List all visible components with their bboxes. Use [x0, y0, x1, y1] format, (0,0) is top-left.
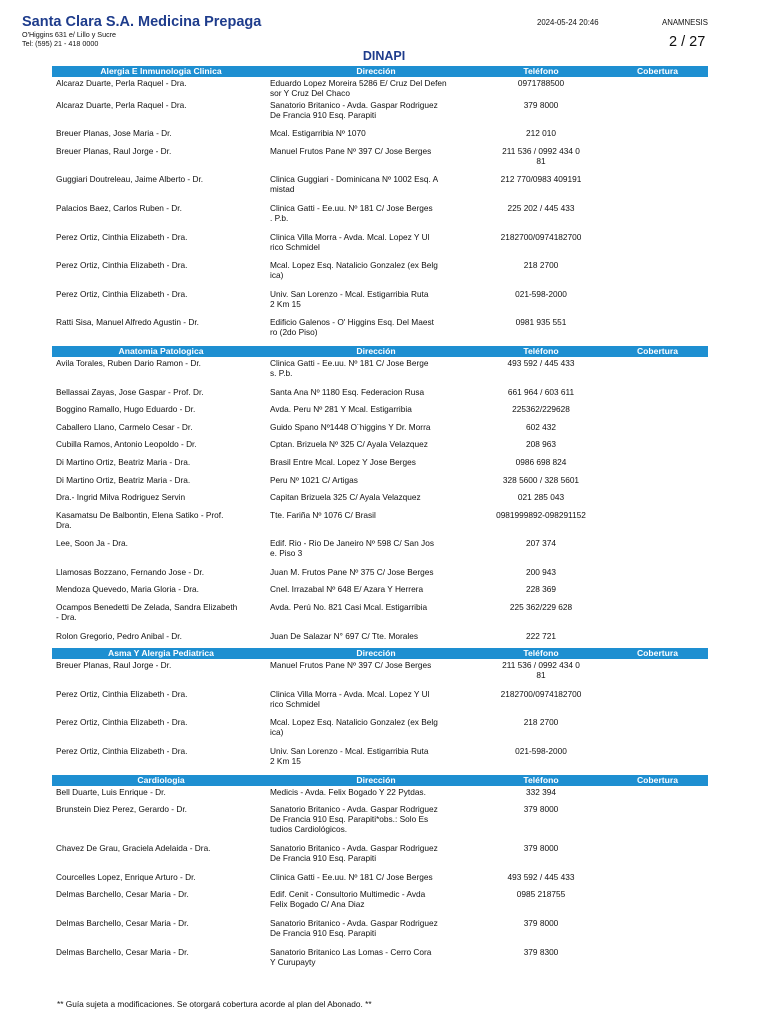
provider-phone: 021 285 043 [517, 492, 565, 503]
table-row [52, 537, 708, 566]
table-row [52, 688, 708, 717]
table-row [52, 716, 708, 745]
column-header-direccion: Dirección [356, 345, 396, 356]
column-header-telefono: Teléfono [523, 66, 559, 76]
column-header-telefono: Teléfono [523, 648, 559, 659]
provider-phone: 379 8300 [523, 946, 559, 957]
provider-phone: 0986 698 824 [515, 456, 567, 467]
provider-phone: 2182700/0974182700 [500, 688, 582, 699]
provider-name: Perez Ortiz, Cinthia Elizabeth - Dra. [56, 717, 188, 728]
column-header-telefono: Teléfono [523, 345, 559, 356]
table-row [52, 659, 708, 688]
provider-name: Kasamatsu De Balbontin, Elena Satiko - Prof. Dra. [56, 509, 224, 530]
column-header-direccion: Dirección [356, 774, 396, 785]
provider-address: Sanatorio Britanico - Avda. Gaspar Rodriguez De Francia 910 Esq. Parapiti [270, 99, 438, 120]
table-row [52, 127, 708, 145]
table-row [52, 421, 708, 439]
provider-phone: 211 536 / 0992 434 0 81 [502, 660, 580, 681]
table-row [52, 316, 708, 345]
provider-address: Edif. Cenit - Consultorio Multimedic - Avda Felix Bogado C/ Ana Diaz [270, 889, 426, 910]
directory-table [52, 66, 708, 974]
column-header-cobertura: Cobertura [636, 648, 679, 659]
provider-phone: 212 770/0983 409191 [500, 174, 582, 185]
provider-address: Brasil Entre Mcal. Lopez Y Jose Berges [270, 456, 416, 467]
provider-name: Guggiari Doutreleau, Jaime Alberto - Dr. [56, 174, 204, 185]
page-number: 2 / 27 [669, 34, 706, 50]
provider-phone: 222 721 [526, 630, 556, 641]
table-row [52, 946, 708, 975]
provider-address: Mcal. Lopez Esq. Natalicio Gonzalez (ex Belg ica) [270, 260, 438, 281]
provider-address: Sanatorio Britanico - Avda. Gaspar Rodriguez De Francia 910 Esq. Parapiti*obs.: Solo Es tudios Cardiológicos. [270, 804, 438, 835]
provider-phone: 208 963 [526, 439, 556, 450]
specialty-name: Cardiologia [137, 774, 185, 785]
provider-name: Delmas Barchello, Cesar Maria - Dr. [56, 946, 189, 957]
provider-name: Di Martino Ortiz, Beatriz Maria - Dra. [56, 474, 191, 485]
provider-address: Univ. San Lorenzo - Mcal. Estigarribia Ruta 2 Km 15 [270, 288, 429, 309]
provider-name: Alcaraz Duarte, Perla Raquel - Dra. [56, 99, 187, 110]
provider-name: Breuer Planas, Raul Jorge - Dr. [56, 660, 172, 671]
provider-phone: 225 362/229 628 [509, 602, 573, 613]
table-row [52, 917, 708, 946]
provider-phone: 379 8000 [523, 804, 559, 815]
provider-address: Juan M. Frutos Pane Nº 375 C/ Jose Berges [270, 566, 434, 577]
provider-address: Clinica Villa Morra - Avda. Mcal. Lopez Y Ul rico Schmidel [270, 231, 430, 252]
provider-address: Mcal. Lopez Esq. Natalicio Gonzalez (ex Belg ica) [270, 717, 438, 738]
table-row [52, 145, 708, 174]
section-header [52, 66, 708, 77]
provider-name: Caballero Llano, Carmelo Cesar - Dr. [56, 421, 193, 432]
provider-address: Manuel Frutos Pane Nº 397 C/ Jose Berges [270, 660, 432, 671]
provider-name: Mendoza Quevedo, Maria Gloria - Dra. [56, 584, 199, 595]
provider-address: Clinica Gatti - Ee.uu. Nº 181 C/ Jose Berge s. P.b. [270, 357, 429, 378]
section-title: DINAPI [362, 49, 406, 63]
provider-name: Di Martino Ortiz, Beatriz Maria - Dra. [56, 456, 191, 467]
table-row [52, 77, 708, 98]
provider-phone: 225362/229628 [512, 404, 570, 415]
footer-note: ** Guía sujeta a modificaciones. Se otorgará cobertura acorde al plan del Abonado. ** [57, 999, 372, 1009]
table-row [52, 786, 708, 804]
table-row [52, 842, 708, 871]
provider-address: Edificio Galenos - O' Higgins Esq. Del Maest ro (2do Piso) [270, 317, 434, 338]
provider-phone: 328 5600 / 328 5601 [502, 474, 580, 485]
provider-name: Brunstein Diez Perez, Gerardo - Dr. [56, 804, 187, 815]
table-row [52, 491, 708, 509]
provider-address: Eduardo Lopez Moreira 5286 E/ Cruz Del Defen sor Y Cruz Del Chaco [270, 78, 447, 98]
provider-phone: 493 592 / 445 433 [507, 357, 575, 368]
provider-phone: 602 432 [526, 421, 556, 432]
table-row [52, 456, 708, 474]
column-header-direccion: Dirección [356, 648, 396, 659]
table-row [52, 583, 708, 601]
table-row [52, 403, 708, 421]
section-header [52, 648, 708, 659]
table-row [52, 745, 708, 774]
address-line: O'Higgins 631 e/ Lillo y Sucre [22, 30, 117, 39]
provider-name: Bellassai Zayas, Jose Gaspar - Prof. Dr. [56, 386, 204, 397]
provider-address: Avda. Peru Nº 281 Y Mcal. Estigarribia [270, 404, 412, 415]
provider-address: Clinica Villa Morra - Avda. Mcal. Lopez Y Ul rico Schmidel [270, 688, 430, 709]
table-row [52, 803, 708, 842]
provider-address: Santa Ana Nº 1180 Esq. Federacion Rusa [270, 386, 425, 397]
report-datetime: 2024-05-24 20:46 [537, 18, 599, 27]
provider-phone: 379 8000 [523, 918, 559, 928]
report-name: ANAMNESIS [662, 18, 708, 27]
provider-name: Alcaraz Duarte, Perla Raquel - Dra. [56, 78, 187, 88]
column-header-telefono: Teléfono [523, 774, 559, 785]
provider-name: Breuer Planas, Raul Jorge - Dr. [56, 145, 172, 156]
table-row [52, 566, 708, 584]
provider-name: Cubilla Ramos, Antonio Leopoldo - Dr. [56, 439, 197, 450]
provider-phone: 332 394 [526, 786, 556, 797]
provider-name: Perez Ortiz, Cinthia Elizabeth - Dra. [56, 231, 188, 242]
provider-address: Guido Spano Nº1448 O¨higgins Y Dr. Morra [270, 421, 431, 432]
provider-phone: 0981999892-098291152 [496, 509, 586, 520]
provider-address: Tte. Fariña Nº 1076 C/ Brasil [270, 509, 376, 520]
provider-name: Llamosas Bozzano, Fernando Jose - Dr. [56, 566, 205, 577]
provider-name: Perez Ortiz, Cinthia Elizabeth - Dra. [56, 260, 188, 271]
provider-address: Peru Nº 1021 C/ Artigas [270, 474, 358, 485]
table-row [52, 202, 708, 231]
table-row [52, 288, 708, 317]
column-header-cobertura: Cobertura [636, 774, 679, 785]
provider-name: Palacios Baez, Carlos Ruben - Dr. [56, 202, 182, 213]
table-row [52, 99, 708, 128]
provider-name: Perez Ortiz, Cinthia Elizabeth - Dra. [56, 746, 188, 757]
provider-address: Univ. San Lorenzo - Mcal. Estigarribia Ruta 2 Km 15 [270, 746, 429, 767]
provider-phone: 0985 218755 [516, 889, 566, 900]
provider-name: Ratti Sisa, Manuel Alfredo Agustin - Dr. [56, 317, 199, 328]
table-row [52, 438, 708, 456]
provider-name: Delmas Barchello, Cesar Maria - Dr. [56, 918, 189, 928]
company-address [22, 31, 116, 48]
section-header [52, 346, 708, 357]
provider-phone: 211 536 / 0992 434 0 81 [502, 145, 580, 166]
specialty-name: Asma Y Alergia Pediatrica [108, 648, 214, 659]
provider-phone: 228 369 [526, 584, 556, 595]
provider-address: Mcal. Estigarribia Nº 1070 [270, 128, 366, 139]
provider-name: Delmas Barchello, Cesar Maria - Dr. [56, 889, 189, 900]
provider-name: Courcelles Lopez, Enrique Arturo - Dr. [56, 871, 196, 882]
provider-phone: 493 592 / 445 433 [507, 871, 575, 882]
provider-address: Cnel. Irrazabal Nº 648 E/ Azara Y Herrera [270, 584, 424, 595]
provider-phone: 379 8000 [523, 99, 559, 110]
company-title: Santa Clara S.A. Medicina Prepaga [22, 14, 262, 30]
provider-address: Clinica Gatti - Ee.uu. Nº 181 C/ Jose Berges [270, 871, 433, 882]
table-row [52, 888, 708, 917]
provider-phone: 0971788500 [517, 78, 565, 88]
provider-phone: 200 943 [526, 566, 556, 577]
phone-line: Tel: (595) 21 - 418 0000 [22, 38, 99, 48]
provider-name: Breuer Planas, Jose Maria - Dr. [56, 128, 172, 139]
provider-phone: 207 374 [526, 538, 556, 549]
provider-name: Rolon Gregorio, Pedro Anibal - Dr. [56, 630, 182, 641]
table-row [52, 173, 708, 202]
provider-address: Clinica Gatti - Ee.uu. Nº 181 C/ Jose Berges . P.b. [270, 202, 433, 223]
provider-address: Sanatorio Britanico - Avda. Gaspar Rodriguez De Francia 910 Esq. Parapiti [270, 843, 438, 864]
provider-address: Manuel Frutos Pane Nº 397 C/ Jose Berges [270, 145, 432, 156]
provider-name: Boggino Ramallo, Hugo Eduardo - Dr. [56, 404, 196, 415]
table-row [52, 871, 708, 889]
table-row [52, 474, 708, 492]
provider-address: Capitan Brizuela 325 C/ Ayala Velazquez [270, 492, 421, 503]
provider-address: Juan De Salazar N° 697 C/ Tte. Morales [270, 630, 418, 641]
provider-name: Dra.- Ingrid Milva Rodriguez Servin [56, 492, 186, 503]
table-row [52, 630, 708, 648]
provider-name: Lee, Soon Ja - Dra. [56, 538, 128, 549]
section-header [52, 775, 708, 786]
provider-address: Sanatorio Britanico - Avda. Gaspar Rodriguez De Francia 910 Esq. Parapiti [270, 918, 438, 938]
provider-phone: 225 202 / 445 433 [507, 202, 575, 213]
column-header-cobertura: Cobertura [636, 345, 679, 356]
provider-name: Ocampos Benedetti De Zelada, Sandra Elizabeth - Dra. [56, 602, 238, 623]
provider-phone: 218 2700 [523, 260, 559, 271]
column-header-direccion: Dirección [356, 66, 396, 76]
column-header-cobertura: Cobertura [636, 66, 679, 76]
provider-phone: 661 964 / 603 611 [507, 386, 575, 397]
table-row [52, 509, 708, 538]
provider-phone: 379 8000 [523, 843, 559, 854]
specialty-name: Anatomia Patologica [118, 345, 204, 356]
provider-address: Avda. Perú No. 821 Casi Mcal. Estigarribia [270, 602, 428, 613]
provider-address: Clinica Guggiari - Dominicana Nº 1002 Esq. A mistad [270, 174, 439, 195]
table-row [52, 259, 708, 288]
provider-phone: 021-598-2000 [515, 288, 567, 299]
table-row [52, 231, 708, 260]
provider-address: Edif. Rio - Rio De Janeiro Nº 598 C/ San Jos e. Piso 3 [270, 538, 434, 559]
provider-phone: 212 010 [526, 128, 556, 139]
provider-name: Perez Ortiz, Cinthia Elizabeth - Dra. [56, 688, 188, 699]
provider-phone: 2182700/0974182700 [500, 231, 582, 242]
provider-address: Sanatorio Britanico Las Lomas - Cerro Cora Y Curupayty [270, 946, 432, 967]
provider-name: Chavez De Grau, Graciela Adelaida - Dra. [56, 843, 211, 854]
provider-phone: 0981 935 551 [515, 317, 567, 328]
table-row [52, 357, 708, 386]
table-row [52, 601, 708, 630]
provider-name: Avila Torales, Ruben Dario Ramon - Dr. [56, 357, 201, 368]
provider-phone: 218 2700 [523, 717, 559, 728]
provider-phone: 021-598-2000 [515, 746, 567, 757]
provider-name: Bell Duarte, Luis Enrique - Dr. [56, 786, 166, 797]
provider-name: Perez Ortiz, Cinthia Elizabeth - Dra. [56, 288, 188, 299]
table-row [52, 386, 708, 404]
specialty-name: Alergia E Inmunologia Clinica [100, 66, 222, 76]
provider-address: Medicis - Avda. Felix Bogado Y 22 Pytdas. [270, 786, 426, 797]
provider-address: Cptan. Brizuela Nº 325 C/ Ayala Velazquez [270, 439, 428, 450]
